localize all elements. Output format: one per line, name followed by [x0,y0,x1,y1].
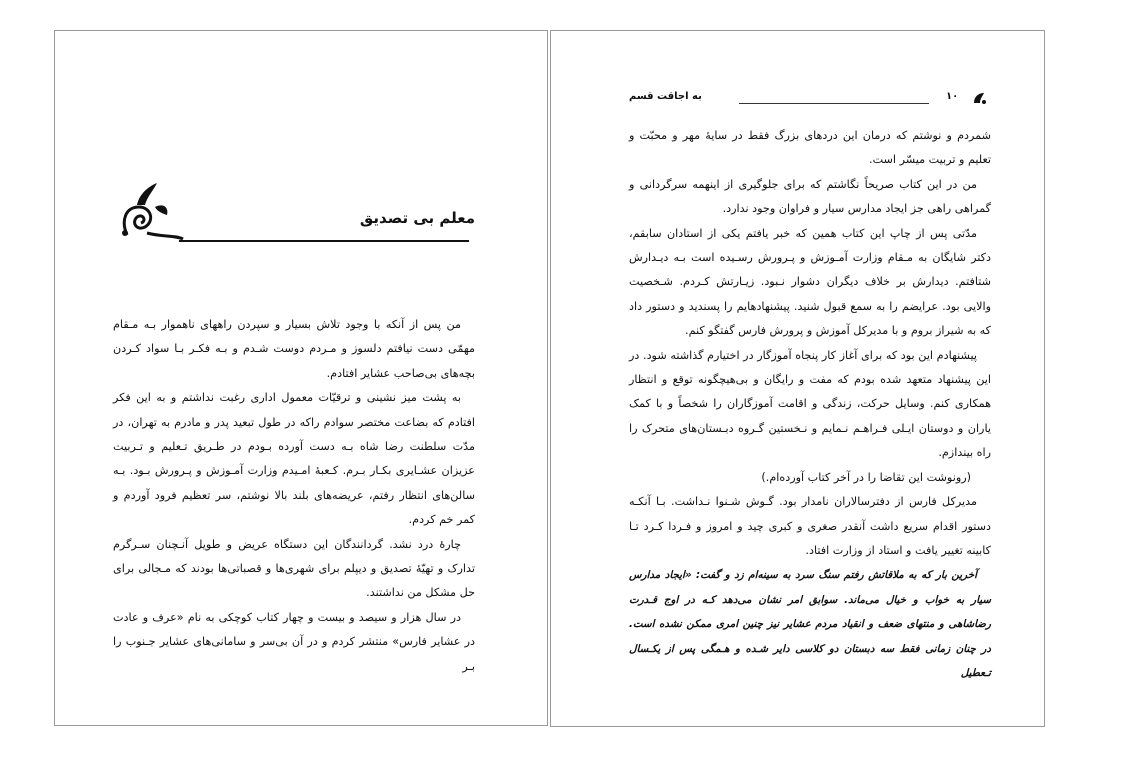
paragraph: من پس از آنکه با وجود تلاش بسیار و سپردن راههای ناهموار بـه مـقام مهمّی دست نیافتم دلسوز و مـردم دوست شـدم و بـه فکـر بـا سواد کـردن بچه‌های بی‌صاحب عشایر افتادم. [113,318,475,380]
paragraph: پیشنهادم این بود که برای آغاز کار پنجاه آموزگار در اختیارم گذاشته شود. در این پیشنهاد متعهد شده بودم که مفت و رایگان و بی‌هیچگونه توقع و انتظار همکاری کنم. وسایل حرکت، زندگی و اقامت آموزگاران را شخصاً و با کمک یاران و دوستان ایـلی فـراهـم نـمایم و نـخستین گـروه دبـستان‌های متحرک را راه بیندازم. [629,348,991,460]
paragraph: به پشت میز نشینی و ترقیّات معمول اداری رغبت نداشتم و به این فکر افتادم که بضاعت مختصر سوادم راکه در طول تبعید پدر و مادرم به تهران، در مدّت سلطنت رضا شاه بـه دست آورده بـودم در طـریق تـعلیم و تـربیت عزیزان عشـایری بکـار بـرم. کـعبهٔ امـیدم وزارت آمـوزش و پـرورش بـود. بـه سالن‌های انتظار رفتم، عریضه‌های بلند بالا نوشتم، سر تعظیم فرود آوردم و کمر خم کردم. [113,391,475,527]
left-page [54,30,548,726]
left-page-body [113,313,475,679]
paragraph: آخرین بار که به ملاقاتش رفتم سنگ سرد به سینه‌ام زد و گفت: «ایجاد مدارس سیار به خواب و خیال می‌ماند. سوابق امر نشان می‌دهد کـه در اوج قـدرت رضاشاهی و منتهای ضعف و انقیاد مردم عشایر نیز چنین امری ممکن نشده است. در چنان زمانی فقط سه دبستان دو کلاسی دایر شـده و هـمگی پس از یکـسال تـعطیل [629,569,991,679]
header-ornament-icon [972,91,988,105]
paragraph: در سال هزار و سیصد و بیست و چهار کتاب کوچکی به نام «عرف و عادت در عشایر فارس» منتشر کردم و در آن بی‌سر و سامانی‌های عشایر جـنوب را بـر [113,610,475,673]
chapter-title: معلم بی تصدیق [359,209,475,227]
note-line: (رونوشت این تقاضا را در آخر کتاب آورده‌ام.) [761,470,971,484]
paragraph: چارهٔ درد نشد. گردانندگان این دستگاه عریض و طویل آنـچنان سـرگرم تدارک و تهیّهٔ تصدیق و دیپلم برای شهری‌ها و قصباتی‌ها بودند که مـجالی برای حل مشکل من نداشتند. [113,537,475,600]
paragraph: مدّتی پس از چاپ این کتاب همین که خبر یافتم یکی از استادان سابقم، دکتر شایگان به مـقام وزارت آمـوزش و پـرورش رسـیده است بـه دیـدارش شتافتم. دیدارش بر خلاف دیگران دشوار نـبود. زیـارتش کـردم. شـخصیت والایی بود. عرایضم را به سمع قبول شنید. پیشنهادهایم را پسندید و دستور داد که به شیراز بروم و با مدیرکل آموزش و پرورش فارس گفتگو کنم. [629,226,991,338]
paragraph: من در این کتاب صریحاً نگاشتم که برای جلوگیری از اینهمه سرگردانی و گمراهی راهی جز ایجاد مدارس سیار و فراوان وجود ندارد. [629,177,991,216]
running-head-rule [739,103,929,104]
paragraph: شمردم و نوشتم که درمان این دردهای بزرگ فقط در سایهٔ مهر و محبّت و تعلیم و تربیت میسّر است. [629,129,991,167]
paragraph: مدیرکل فارس از دفترسالاران نامدار بود. گـوش شـنوا نـداشت. بـا آنکـه دستور اقدام سریع داشت آنقدر صغری و کبری چید و امروز و فـردا کـرد تـا کابینه تغییر یافت و استاد از وزارت افتاد. [629,495,991,557]
chapter-ornament-icon [117,177,187,247]
running-head: به اجاقت قسم [629,91,702,102]
page-number: ۱۰ [946,91,959,102]
right-page [550,30,1045,727]
title-underline [179,240,469,242]
right-page-body [629,124,991,685]
